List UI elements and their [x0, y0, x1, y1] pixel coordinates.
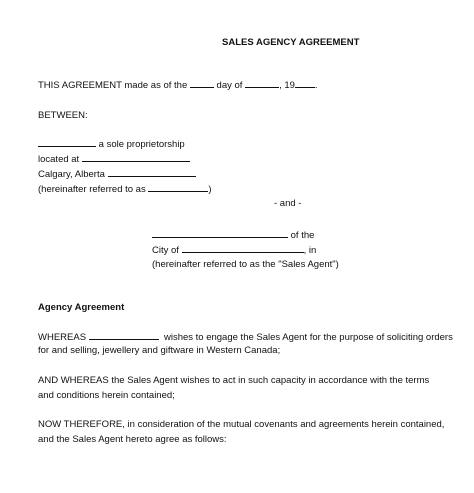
whereas1-prefix: WHEREAS — [38, 332, 87, 343]
now-therefore-line2: and the Sales Agent hereto agree as follows: — [38, 434, 227, 445]
between-label: BETWEEN: — [38, 110, 88, 121]
party2-city-blank[interactable] — [182, 243, 304, 253]
party2-referred-line: (hereinafter referred to as the "Sales Agent") — [152, 259, 339, 270]
now-therefore-line1: NOW THEREFORE, in consideration of the mutual covenants and agreements herein contained, — [38, 419, 445, 430]
party1-city: Calgary, Alberta — [38, 169, 105, 180]
party1-referred-line — [38, 182, 212, 196]
party1-proprietorship: a sole proprietorship — [98, 139, 185, 150]
party1-alias-blank[interactable] — [148, 182, 208, 192]
agreement-date-text-2: day of — [216, 80, 243, 91]
party2-in: , in — [303, 245, 317, 256]
party2-name-line — [152, 228, 314, 242]
whereas1-suffix: wishes to engage the Sales Agent for the purpose of soliciting orders — [163, 332, 453, 343]
agreement-date-line — [38, 78, 318, 92]
document-title: SALES AGENCY AGREEMENT — [222, 37, 360, 48]
party2-city-line — [152, 243, 316, 257]
whereas1-line1 — [38, 330, 453, 344]
agreement-date-text-3: , 19 — [279, 80, 295, 91]
agreement-date-text-4: . — [314, 80, 318, 91]
and-separator: - and - — [274, 198, 302, 209]
principal-name-blank[interactable] — [89, 330, 159, 340]
month-blank[interactable] — [245, 78, 279, 88]
party1-located-at: located at — [38, 154, 80, 165]
whereas1-line2: for and selling, jewellery and giftware in Western Canada; — [38, 345, 281, 356]
party2-city-of: City of — [152, 245, 179, 256]
party1-address-blank[interactable] — [82, 152, 190, 162]
party1-name-blank[interactable] — [38, 137, 96, 147]
year-blank[interactable] — [295, 78, 315, 88]
agency-heading: Agency Agreement — [38, 302, 125, 313]
whereas2-line2: and conditions herein contained; — [38, 390, 175, 401]
party2-of-the: of the — [290, 230, 315, 241]
party1-name-line — [38, 137, 185, 151]
day-blank[interactable] — [190, 78, 214, 88]
agreement-date-text-1: THIS AGREEMENT made as of the — [38, 80, 188, 91]
whereas2-line1: AND WHEREAS the Sales Agent wishes to act in such capacity in accordance with the terms — [38, 375, 430, 386]
party1-city-line — [38, 167, 196, 181]
party1-location-line — [38, 152, 190, 166]
party1-referred-suffix: ) — [208, 184, 212, 195]
party2-name-blank[interactable] — [152, 228, 288, 238]
party1-referred-prefix: (hereinafter referred to as — [38, 184, 146, 195]
party1-city-blank[interactable] — [108, 167, 196, 177]
